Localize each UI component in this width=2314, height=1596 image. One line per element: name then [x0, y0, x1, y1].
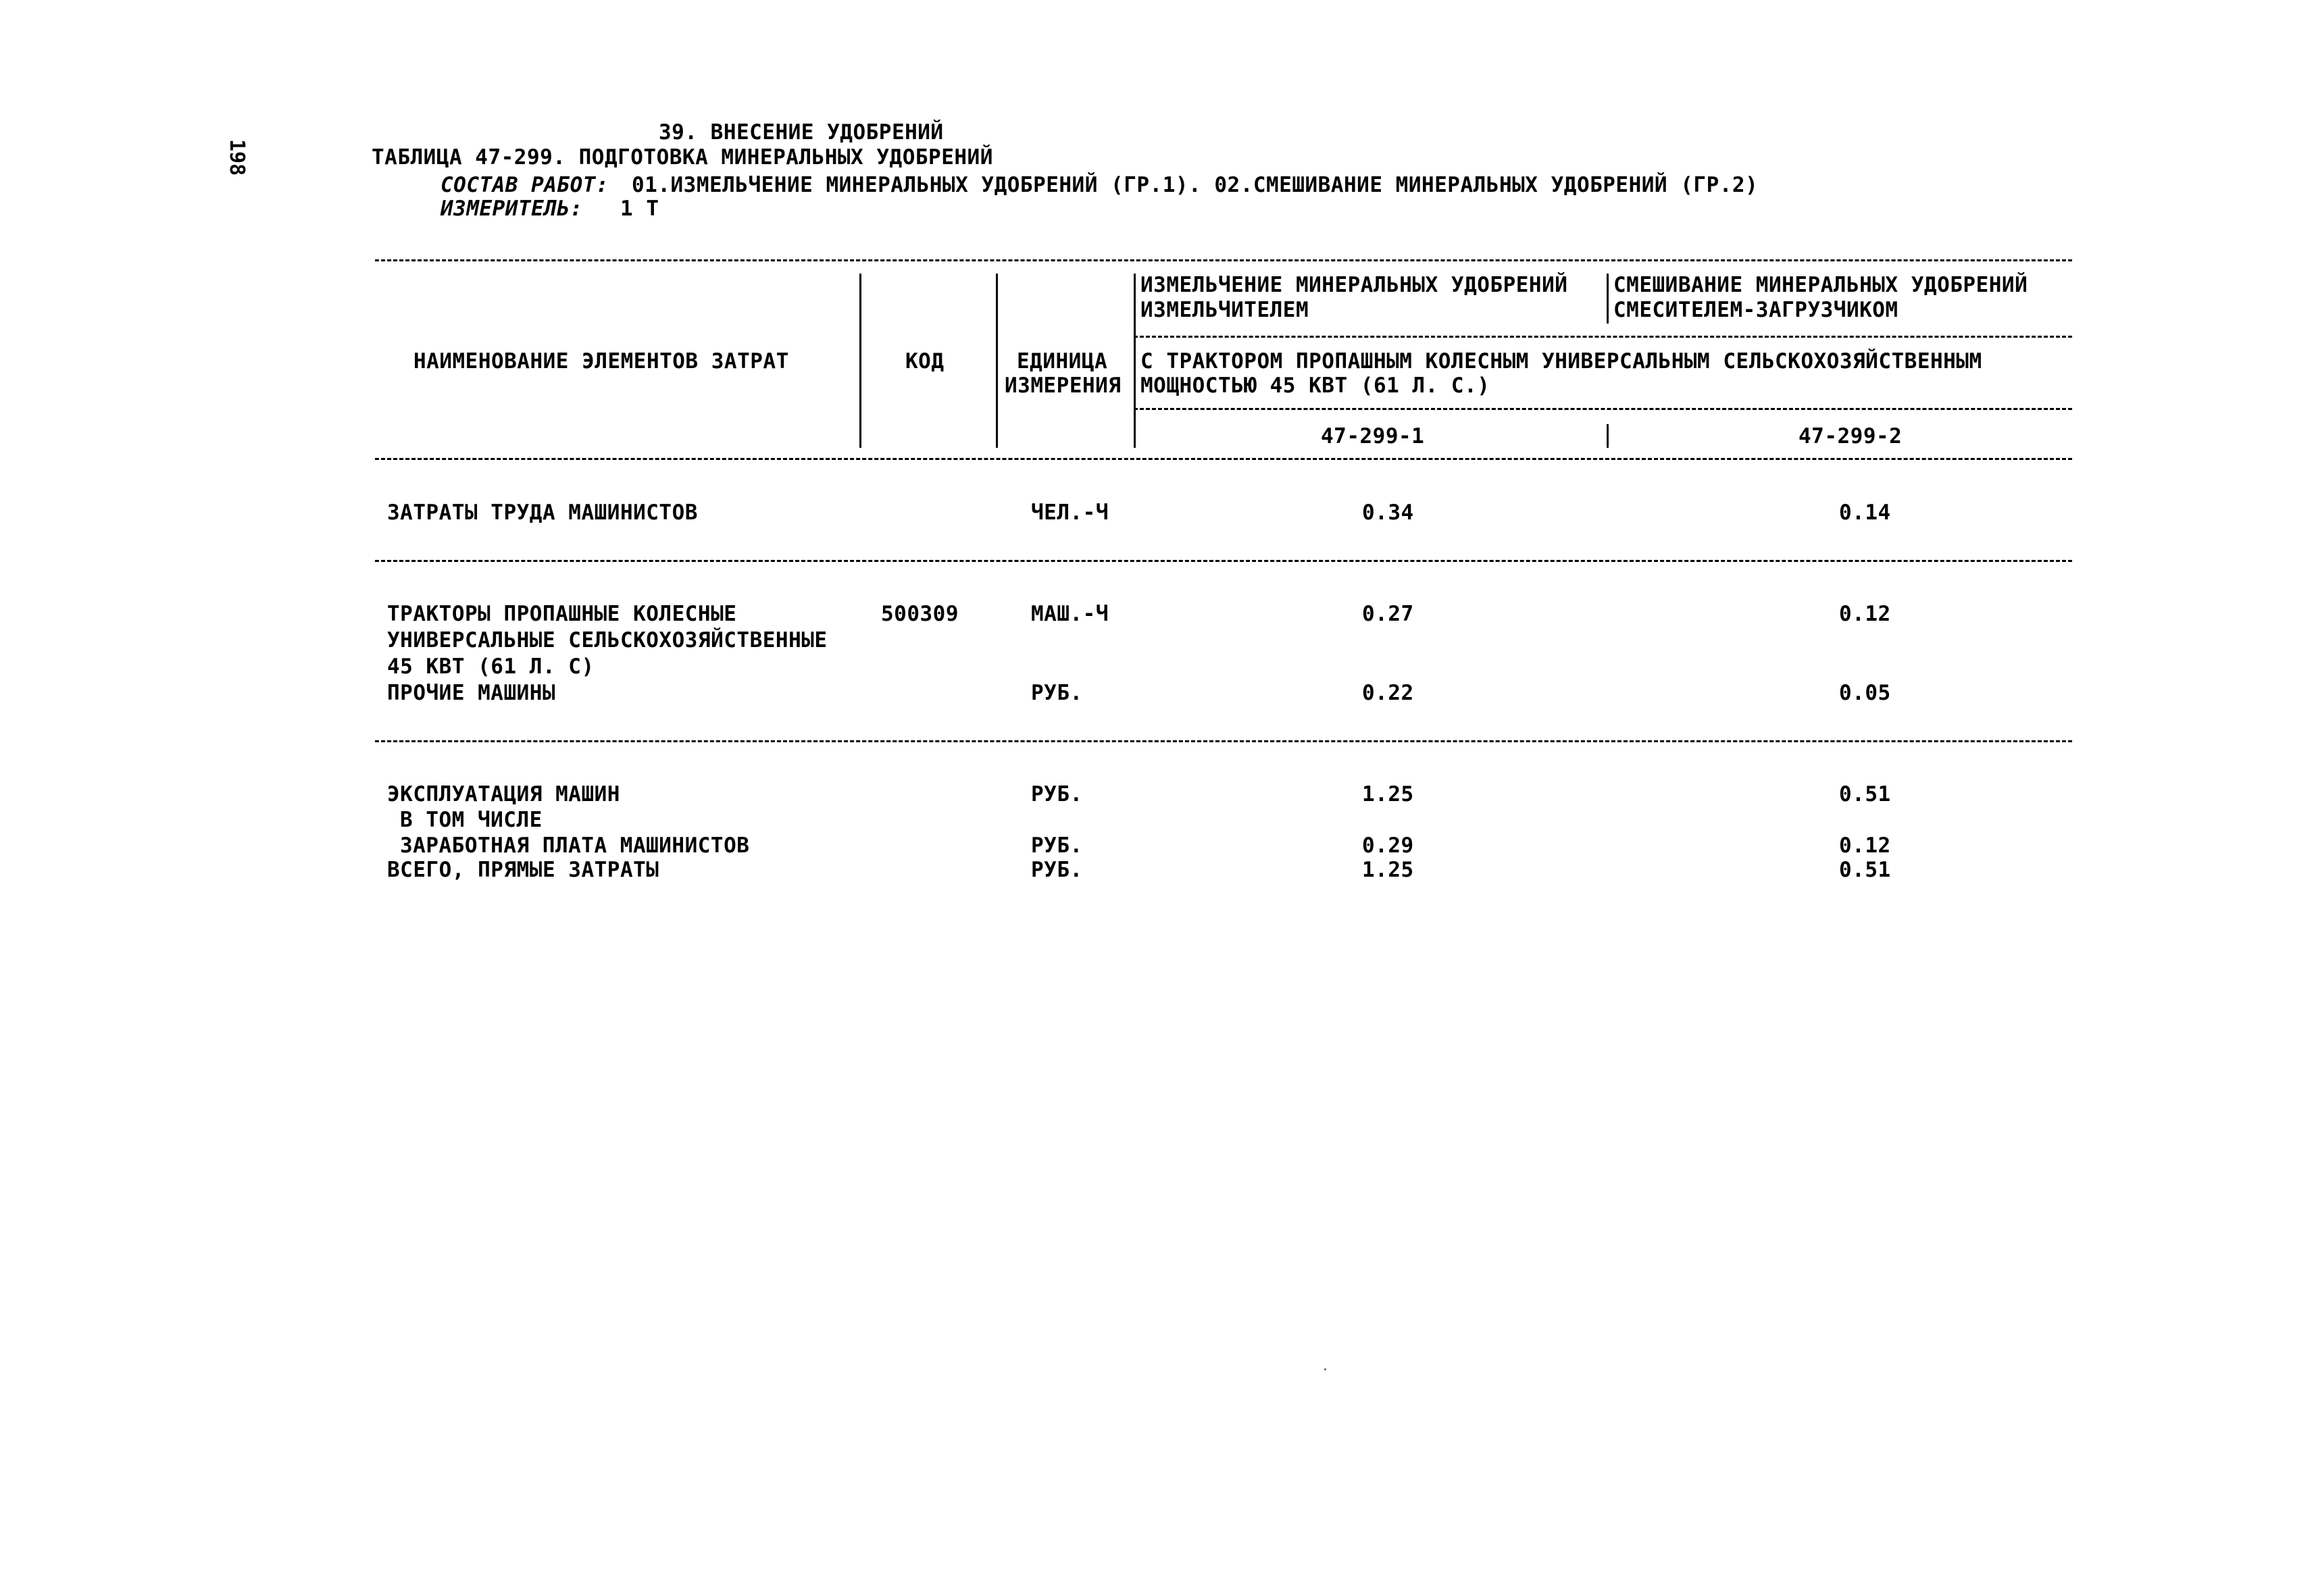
- composition-text: 01.ИЗМЕЛЬЧЕНИЕ МИНЕРАЛЬНЫХ УДОБРЕНИЙ (ГР.1). 02.СМЕШИВАНИЕ МИНЕРАЛЬНЫХ УДОБРЕНИЙ (ГР.2): [632, 173, 1759, 197]
- row-including-name: В ТОМ ЧИСЛЕ: [400, 808, 543, 832]
- section-rule-1: [375, 560, 2072, 562]
- header-bottom-rule: [375, 458, 2072, 460]
- row-wages-unit: РУБ.: [1031, 833, 1083, 858]
- row-other-v2: 0.05: [1839, 681, 1891, 705]
- header-group2-line2: СМЕСИТЕЛЕМ-ЗАГРУЗЧИКОМ: [1613, 298, 1898, 322]
- row-labor-v1: 0.34: [1362, 500, 1414, 525]
- header-rule-2: [1134, 408, 2072, 410]
- measure-label: ИЗМЕРИТЕЛЬ:: [441, 197, 583, 221]
- col-sep-name-code: [859, 274, 861, 448]
- header-group2-line1: СМЕШИВАНИЕ МИНЕРАЛЬНЫХ УДОБРЕНИЙ: [1613, 273, 2028, 297]
- row-total-name: ВСЕГО, ПРЯМЫЕ ЗАТРАТЫ: [387, 858, 659, 882]
- row-other-name: ПРОЧИЕ МАШИНЫ: [387, 681, 556, 705]
- row-total-v2: 0.51: [1839, 858, 1891, 882]
- header-code-2: 47-299-2: [1799, 424, 1903, 448]
- section-rule-2: [375, 740, 2072, 742]
- row-other-v1: 0.22: [1362, 681, 1414, 705]
- row-tractor-v1: 0.27: [1362, 602, 1414, 626]
- row-labor-unit: ЧЕЛ.-Ч: [1031, 500, 1109, 525]
- row-tractor-name-2: УНИВЕРСАЛЬНЫЕ СЕЛЬСКОХОЗЯЙСТВЕННЫЕ: [387, 628, 828, 652]
- row-operation-v1: 1.25: [1362, 782, 1414, 806]
- row-other-unit: РУБ.: [1031, 681, 1083, 705]
- row-operation-unit: РУБ.: [1031, 782, 1083, 806]
- row-labor-v2: 0.14: [1839, 500, 1891, 525]
- row-tractor-name-3: 45 КВТ (61 Л. С): [387, 654, 595, 679]
- table-top-rule: [375, 259, 2072, 261]
- header-unit-col-1: ЕДИНИЦА: [1017, 349, 1108, 374]
- row-wages-name: ЗАРАБОТНАЯ ПЛАТА МАШИНИСТОВ: [400, 833, 750, 858]
- col-sep-code-unit: [996, 274, 998, 448]
- row-wages-v1: 0.29: [1362, 833, 1414, 858]
- row-tractor-unit: МАШ.-Ч: [1031, 602, 1109, 626]
- section-title: 39. ВНЕСЕНИЕ УДОБРЕНИЙ: [659, 120, 944, 145]
- row-tractor-code: 500309: [881, 602, 959, 626]
- row-operation-v2: 0.51: [1839, 782, 1891, 806]
- row-labor-name: ЗАТРАТЫ ТРУДА МАШИНИСТОВ: [387, 500, 698, 525]
- header-unit-col-2: ИЗМЕРЕНИЯ: [1005, 374, 1122, 398]
- row-total-v1: 1.25: [1362, 858, 1414, 882]
- row-operation-name: ЭКСПЛУАТАЦИЯ МАШИН: [387, 782, 620, 806]
- col-sep-group: [1607, 274, 1609, 324]
- scan-speck: [1324, 1368, 1326, 1370]
- header-common-line1: С ТРАКТОРОМ ПРОПАШНЫМ КОЛЕСНЫМ УНИВЕРСАЛЬНЫМ СЕЛЬСКОХОЗЯЙСТВЕННЫМ: [1140, 349, 1982, 374]
- row-total-unit: РУБ.: [1031, 858, 1083, 882]
- table-title: ТАБЛИЦА 47-299. ПОДГОТОВКА МИНЕРАЛЬНЫХ УДОБРЕНИЙ: [372, 145, 993, 170]
- col-sep-codes: [1607, 424, 1609, 448]
- header-common-line2: МОЩНОСТЬЮ 45 КВТ (61 Л. С.): [1140, 374, 1490, 398]
- row-tractor-name-1: ТРАКТОРЫ ПРОПАШНЫЕ КОЛЕСНЫЕ: [387, 602, 737, 626]
- header-code-1: 47-299-1: [1321, 424, 1425, 448]
- row-wages-v2: 0.12: [1839, 833, 1891, 858]
- composition-label: СОСТАВ РАБОТ:: [441, 173, 609, 197]
- header-code-col: КОД: [905, 349, 945, 374]
- header-rule-1: [1134, 336, 2072, 338]
- header-name-col: НАИМЕНОВАНИЕ ЭЛЕМЕНТОВ ЗАТРАТ: [413, 349, 789, 374]
- page-number: 198: [225, 139, 249, 176]
- measure-text: 1 Т: [620, 197, 659, 221]
- row-tractor-v2: 0.12: [1839, 602, 1891, 626]
- header-group1-line2: ИЗМЕЛЬЧИТЕЛЕМ: [1140, 298, 1309, 322]
- header-group1-line1: ИЗМЕЛЬЧЕНИЕ МИНЕРАЛЬНЫХ УДОБРЕНИЙ: [1140, 273, 1568, 297]
- col-sep-unit-values: [1134, 274, 1136, 448]
